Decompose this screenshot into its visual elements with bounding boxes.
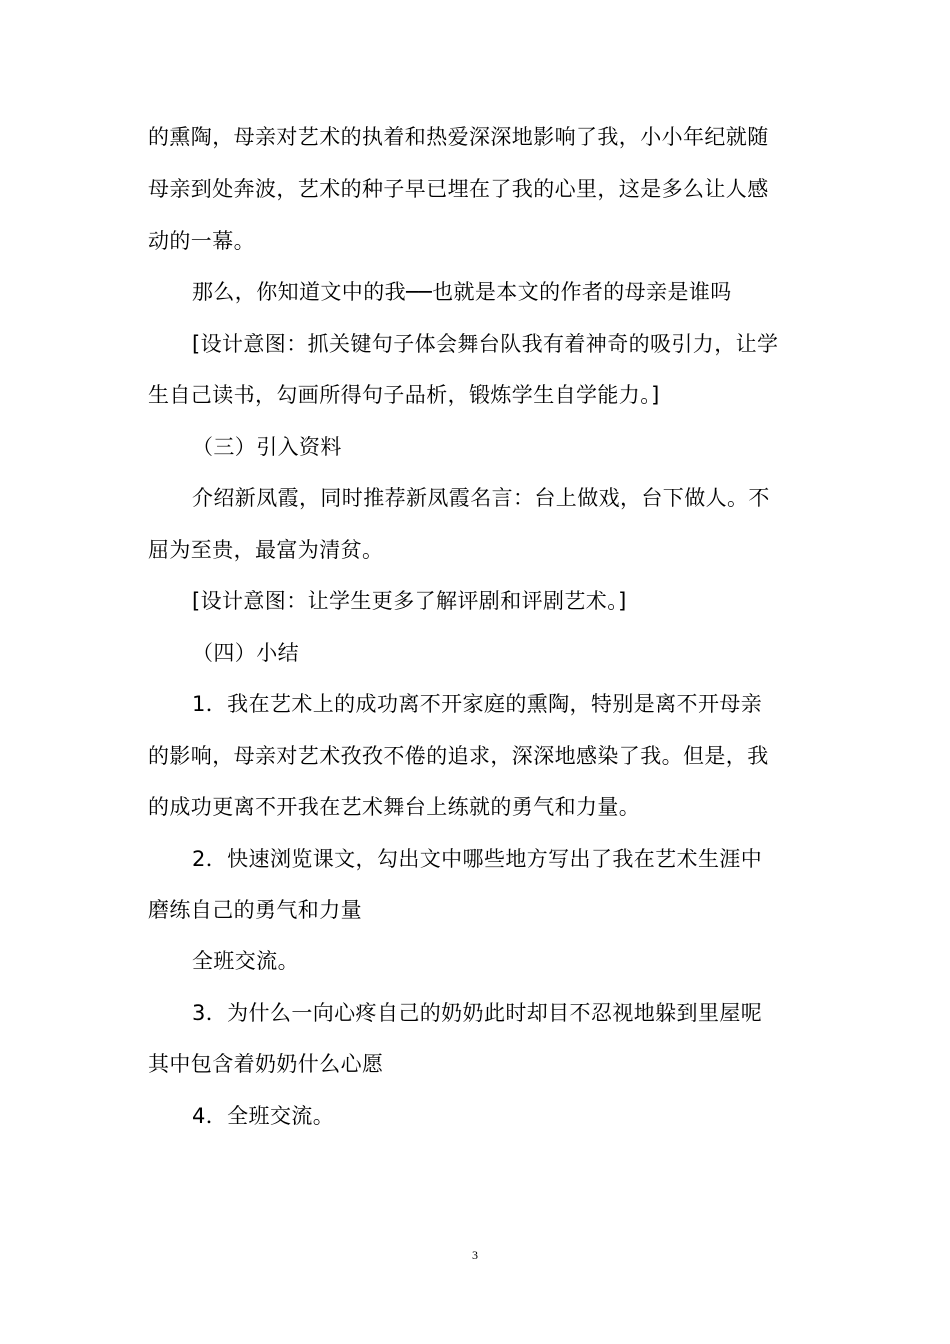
text-line: 屈为至贵，最富为清贫。 xyxy=(148,538,384,562)
page-number: 3 xyxy=(472,1248,478,1262)
design-intent-line: [设计意图：抓关键句子体会舞台队我有着神奇的吸引力，让学 xyxy=(192,332,779,356)
section-heading: （三）引入资料 xyxy=(192,435,342,459)
text-line: 其中包含着奶奶什么心愿 xyxy=(148,1052,384,1076)
section-heading: （四）小结 xyxy=(192,641,299,665)
text-line: 介绍新凤霞，同时推荐新凤霞名言：台上做戏，台下做人。不 xyxy=(192,486,770,510)
text-line: 的成功更离不开我在艺术舞台上练就的勇气和力量。 xyxy=(148,795,641,819)
text-line: 的影响，母亲对艺术孜孜不倦的追求，深深地感染了我。但是，我 xyxy=(148,744,769,768)
text-line: 生自己读书，勾画所得句子品析，锻炼学生自学能力。] xyxy=(148,383,660,407)
list-item: 3．为什么一向心疼自己的奶奶此时却目不忍视地躲到里屋呢 xyxy=(192,1001,763,1025)
text-line: 母亲到处奔波，艺术的种子早已埋在了我的心里，这是多么让人感 xyxy=(148,177,769,201)
list-item: 4．全班交流。 xyxy=(192,1104,335,1128)
text-line: 那么，你知道文中的我──也就是本文的作者的母亲是谁吗 xyxy=(192,280,732,304)
text-line: 的熏陶，母亲对艺术的执着和热爱深深地影响了我，小小年纪就随 xyxy=(148,125,769,149)
text-line: 全班交流。 xyxy=(192,949,299,973)
text-line: 磨练自己的勇气和力量 xyxy=(148,898,362,922)
list-item: 1．我在艺术上的成功离不开家庭的熏陶，特别是离不开母亲 xyxy=(192,692,763,716)
design-intent-line: [设计意图：让学生更多了解评剧和评剧艺术。] xyxy=(192,589,627,613)
text-line: 动的一幕。 xyxy=(148,229,255,253)
list-item: 2．快速浏览课文，勾出文中哪些地方写出了我在艺术生涯中 xyxy=(192,847,763,871)
